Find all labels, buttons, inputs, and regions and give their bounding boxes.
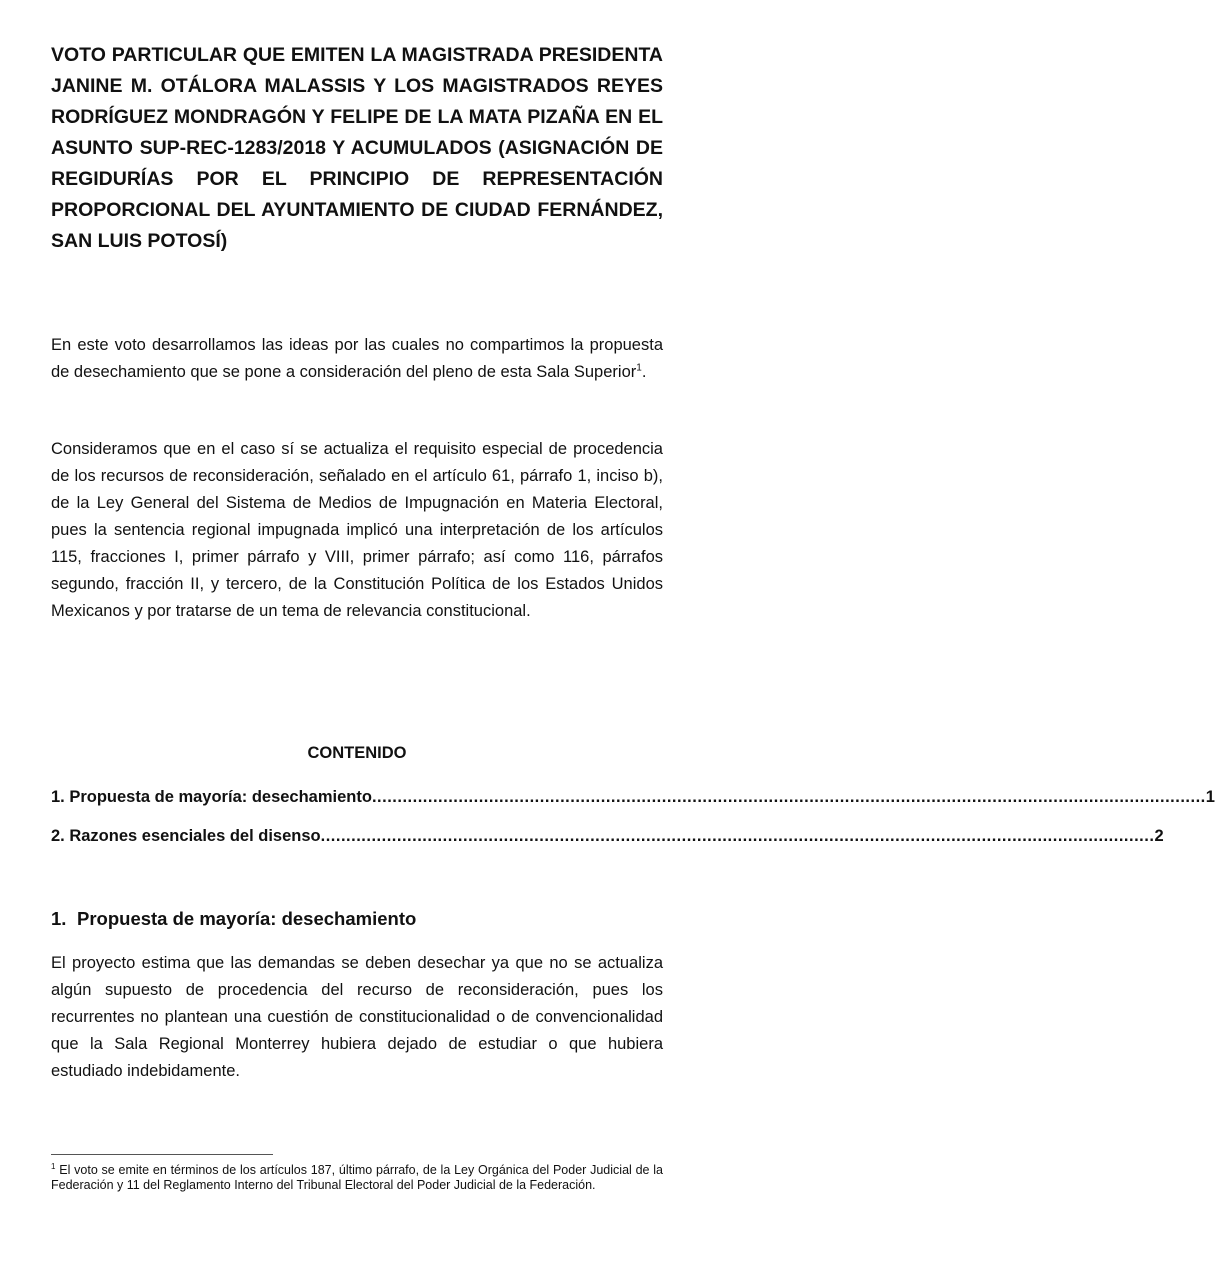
intro-text: En este voto desarrollamos las ideas por las cuales no compartimos la propuesta de desechamiento que se pone a consideración del pleno de esta Sala Superior <box>51 336 663 381</box>
footnote <box>51 1163 663 1192</box>
footnote-reference[interactable]: 1 <box>636 362 642 374</box>
intro-paragraph <box>51 332 663 386</box>
toc-entry-label: 1. Propuesta de mayoría: desechamiento <box>51 788 372 806</box>
section-title: Propuesta de mayoría: desechamiento <box>77 908 417 929</box>
section-number: 1. <box>51 908 67 929</box>
toc-entry-label: 2. Razones esenciales del disenso <box>51 827 321 845</box>
toc-leader-dots: .................................................................................................................................................................... <box>320 827 1155 845</box>
toc-entry-majority-proposal[interactable] <box>51 786 1215 808</box>
section-1-heading <box>51 906 416 932</box>
footnote-text: El voto se emite en términos de los artículos 187, último párrafo, de la Ley Orgánica del Poder Judicial de la Federación y 11 del Reglamento Interno del Tribunal Electoral del Poder Judicial de la Federación. <box>51 1163 663 1192</box>
reasons-paragraph: Consideramos que en el caso sí se actualiza el requisito especial de procedencia de los recursos de reconsideración, señalado en el artículo 61, párrafo 1, inciso b), de la Ley General del Sistema de Medios de Impugnación en Materia Electoral, pues la sentencia regional impugnada implicó una interpretación de los artículos 115, fracciones I, primer párrafo y VIII, primer párrafo; así como 116, párrafos segundo, fracción II, y tercero, de la Constitución Política de los Estados Unidos Mexicanos y por tratarse de un tema de relevancia constitucional. <box>51 440 663 620</box>
contents-heading: CONTENIDO <box>307 744 407 762</box>
section-1-paragraph: El proyecto estima que las demandas se deben desechar ya que no se actualiza algún supuesto de procedencia del recurso de reconsideración, pues los recurrentes no plantean una cuestión de constitucionalidad o de convencionalidad que la Sala Regional Monterrey hubiera dejado de estudiar o que hubiera estudiado indebidamente. <box>51 954 663 1080</box>
toc-entry-page: 1 <box>1205 788 1215 806</box>
footnote-divider <box>51 1154 273 1155</box>
intro-end: . <box>641 363 647 381</box>
toc-entry-page: 2 <box>1154 827 1164 845</box>
document-title: VOTO PARTICULAR QUE EMITEN LA MAGISTRADA PRESIDENTA JANINE M. OTÁLORA MALASSIS Y LOS MAGISTRADOS REYES RODRÍGUEZ MONDRAGÓN Y FELIPE DE LA MATA PIZAÑA EN EL ASUNTO SUP-REC-1283/2018 Y ACUMULADOS (ASIGNACIÓN DE REGIDURÍAS POR EL PRINCIPIO DE REPRESENTACIÓN PROPORCIONAL DEL AYUNTAMIENTO DE CIUDAD FERNÁNDEZ, SAN LUIS POTOSÍ) <box>51 44 663 252</box>
footnote-marker: 1 <box>51 1161 56 1171</box>
toc-entry-dissent-reasons[interactable] <box>51 825 1164 847</box>
toc-leader-dots: .................................................................................................................................................................... <box>371 788 1206 806</box>
